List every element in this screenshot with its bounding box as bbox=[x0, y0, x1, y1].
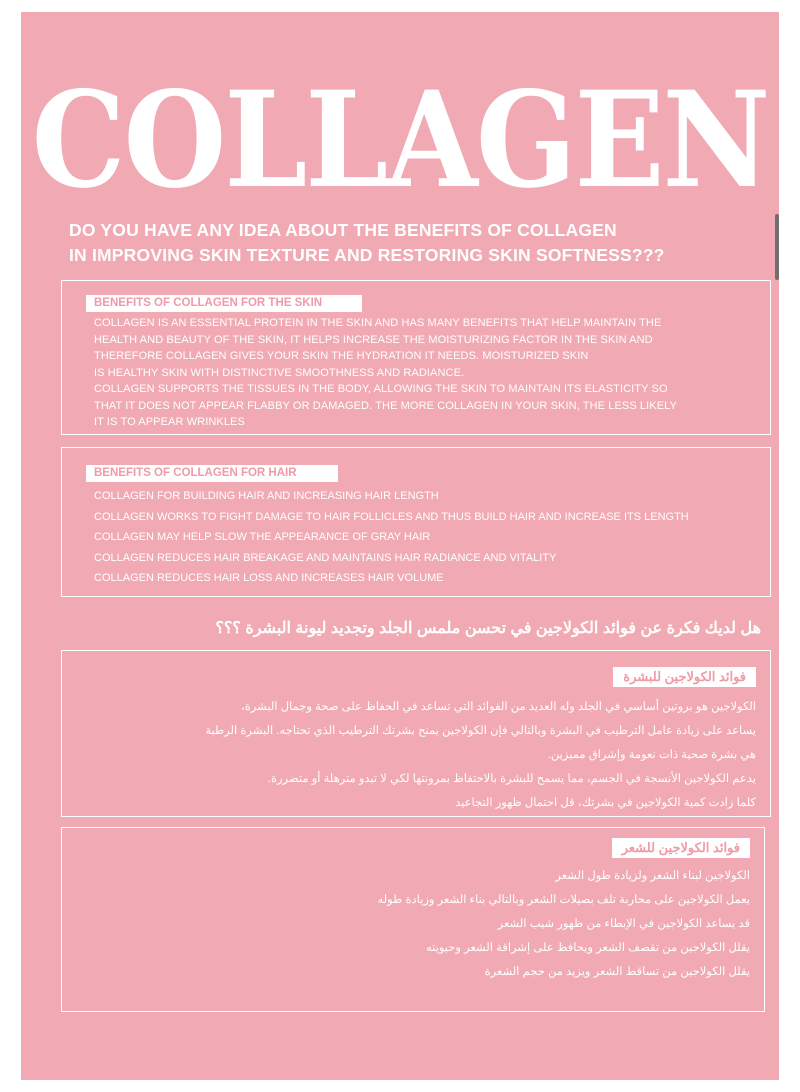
list-item: قد يساعد الكولاجين في الإبطاء من ظهور شيب الشعر bbox=[497, 918, 750, 930]
skin-benefits-en-text: COLLAGEN IS AN ESSENTIAL PROTEIN IN THE SKIN AND HAS MANY BENEFITS THAT HELP MAINTAIN THE HEALTH AND BEAUTY OF THE SKIN, IT HELPS INCREASE THE MOISTURIZING FACTOR IN THE SKIN AND THEREFORE COLLAGEN GIVES YOUR SKIN THE HYDRATION IT NEEDS. MOISTURIZED SKIN IS HEALTHY SKIN WITH DISTINCTIVE SMOOTHNESS AND RADIANCE. COLLAGEN SUPPORTS THE TISSUES IN THE BODY, ALLOWING THE SKIN TO MAINTAIN ITS ELASTICITY SO THAT IT DOES NOT APPEAR FLABBY OR DAMAGED. THE MORE COLLAGEN IN YOUR SKIN, THE LESS LIKELY IT IS TO APPEAR WRINKLES bbox=[94, 317, 677, 428]
english-question: DO YOU HAVE ANY IDEA ABOUT THE BENEFITS OF COLLAGEN IN IMPROVING SKIN TEXTURE AND RESTORING SKIN SOFTNESS??? bbox=[69, 220, 665, 265]
list-item: COLLAGEN REDUCES HAIR LOSS AND INCREASES HAIR VOLUME bbox=[94, 572, 444, 585]
list-item: يدعم الكولاجين الأنسجة في الجسم، مما يسمح للبشرة بالاحتفاظ بمرونتها لكي لا تبدو مترهلة أو متضررة. bbox=[267, 773, 756, 785]
list-item: COLLAGEN WORKS TO FIGHT DAMAGE TO HAIR FOLLICLES AND THUS BUILD HAIR AND INCREASE ITS LENGTH bbox=[94, 510, 689, 523]
scrollbar-thumb[interactable] bbox=[775, 214, 779, 280]
hair-benefits-en-box bbox=[61, 447, 771, 597]
list-item: الكولاجين هو بروتين أساسي في الجلد وله العديد من الفوائد التي تساعد في الحفاظ على صحة وجمال البشرة، bbox=[241, 701, 756, 713]
arabic-question: هل لديك فكرة عن فوائد الكولاجين في تحسن ملمس الجلد وتجديد ليونة البشرة ؟؟؟ bbox=[215, 620, 761, 637]
list-item: COLLAGEN MAY HELP SLOW THE APPEARANCE OF GRAY HAIR bbox=[94, 531, 431, 544]
skin-benefits-ar-box bbox=[61, 650, 771, 817]
skin-benefits-en-box bbox=[61, 280, 771, 435]
hair-benefits-en-list bbox=[94, 486, 689, 589]
skin-benefits-ar-heading: فوائد الكولاجين للبشرة bbox=[613, 667, 756, 687]
hair-benefits-ar-box bbox=[61, 827, 765, 1012]
list-item: COLLAGEN REDUCES HAIR BREAKAGE AND MAINTAINS HAIR RADIANCE AND VITALITY bbox=[94, 551, 557, 564]
list-item: COLLAGEN FOR BUILDING HAIR AND INCREASING HAIR LENGTH bbox=[94, 490, 439, 502]
skin-benefits-en-heading: BENEFITS OF COLLAGEN FOR THE SKIN bbox=[86, 295, 362, 312]
skin-benefits-ar-list bbox=[205, 695, 756, 815]
list-item: يعمل الكولاجين على محاربة تلف بصيلات الشعر وبالتالي بناء الشعر وزيادة طوله bbox=[377, 894, 750, 906]
hair-benefits-ar-heading: فوائد الكولاجين للشعر bbox=[612, 838, 750, 858]
page-title: COLLAGEN bbox=[31, 61, 769, 218]
collagen-poster bbox=[21, 12, 779, 1080]
list-item: يقلل الكولاجين من تساقط الشعر ويزيد من حجم الشعرة bbox=[484, 966, 750, 978]
list-item: يقلل الكولاجين من تقصف الشعر ويحافظ على إشراقة الشعر وحيويته bbox=[426, 942, 750, 954]
hair-benefits-ar-list bbox=[378, 864, 750, 984]
list-item: كلما زادت كمية الكولاجين في بشرتك، قل احتمال ظهور التجاعيد bbox=[455, 797, 756, 809]
list-item: هي بشرة صحية ذات نعومة وإشراق مميزين. bbox=[547, 749, 756, 761]
hair-benefits-en-heading: BENEFITS OF COLLAGEN FOR HAIR bbox=[86, 465, 338, 482]
list-item: الكولاجين لبناء الشعر ولزيادة طول الشعر bbox=[555, 870, 750, 882]
list-item: يساعد على زيادة عامل الترطيب في البشرة وبالتالي فإن الكولاجين يمنح بشرتك الترطيب الذي تحتاجه. البشرة الرطبة bbox=[205, 725, 756, 737]
